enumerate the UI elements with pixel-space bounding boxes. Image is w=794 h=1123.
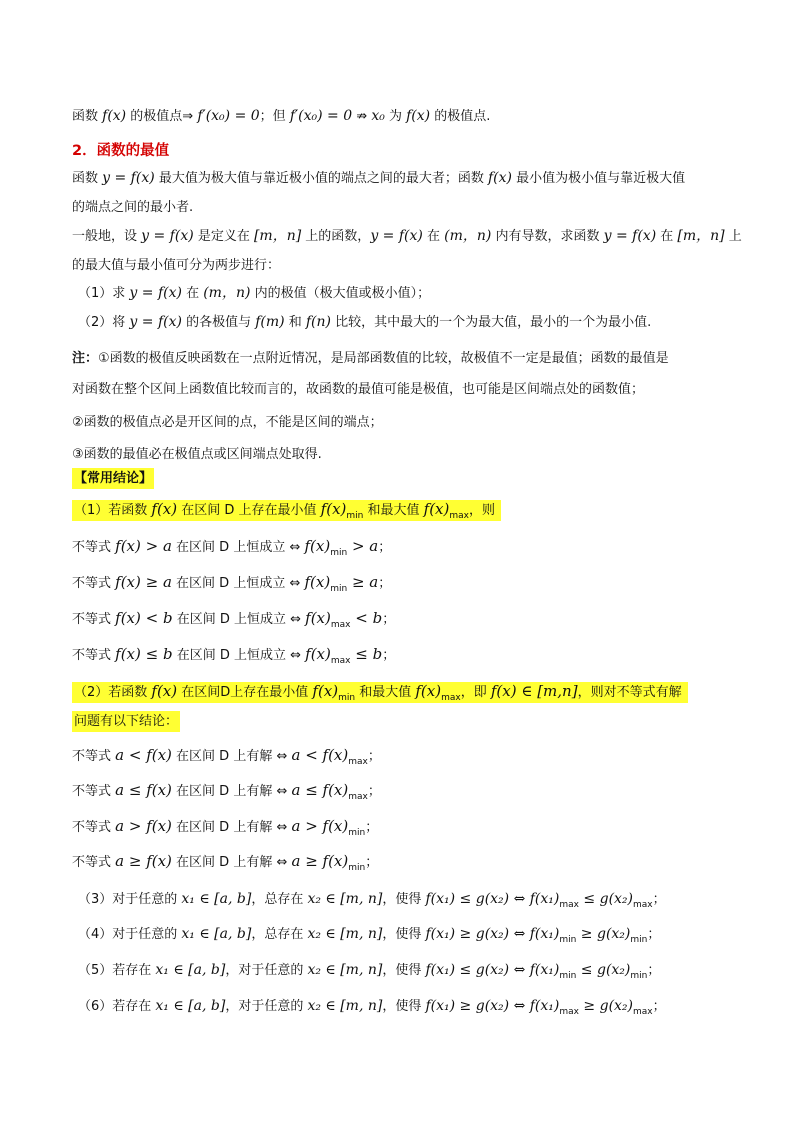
text: 最小值为极小值与靠近极大值: [511, 171, 686, 186]
section-title: 【常用结论】: [72, 468, 154, 489]
text: ，使得: [382, 927, 426, 942]
note-line: [72, 414, 383, 432]
subscript: min: [630, 935, 648, 945]
math: f(x) ≤ b: [115, 645, 173, 663]
math: a ≥ f(x): [115, 852, 172, 870]
text: 不等式: [72, 820, 116, 835]
paragraph-line: [72, 169, 685, 188]
math: ≤ b: [350, 645, 383, 663]
math: x₁ ∈ [a, b]: [155, 998, 226, 1014]
not-implies-symbol: ⇏: [352, 109, 372, 124]
inequality-line: [72, 573, 391, 594]
text: 不等式: [72, 749, 116, 764]
solvable-line: [72, 746, 381, 767]
step-1: [78, 284, 430, 303]
math: f(n): [305, 314, 331, 330]
math: a ≥ f(x): [291, 852, 349, 870]
math: x₀: [371, 108, 385, 124]
text: ；: [647, 963, 661, 978]
text: ；: [378, 540, 392, 555]
text: 问题有以下结论：: [72, 711, 180, 732]
math: [m，n]: [253, 228, 302, 244]
math: (m，n): [444, 228, 492, 244]
inequality-line: [72, 609, 395, 630]
text: （1）求: [78, 286, 130, 301]
math: f(x₁) ≥ g(x₂) ⇔ f(x₁): [425, 926, 560, 942]
solvable-line: [72, 817, 378, 838]
text: 在区间 D 上有解 ⇔: [171, 749, 292, 764]
math: f(x₁) ≤ g(x₂) ⇔ f(x₁): [425, 962, 560, 978]
text: ，使得: [382, 999, 426, 1014]
solvable-line: [72, 852, 378, 873]
text: 不等式: [72, 540, 116, 555]
text: 和: [284, 315, 306, 330]
note-line: [72, 446, 322, 464]
text: ；: [367, 784, 381, 799]
text: 在区间 D 上恒成立 ⇔: [172, 648, 306, 663]
subscript: max: [633, 1007, 653, 1017]
text: 不等式: [72, 784, 116, 799]
math: f(x): [406, 108, 431, 124]
math: a ≤ f(x): [115, 781, 172, 799]
math: ≥ g(x₂): [576, 926, 631, 942]
math: y = f(x): [370, 228, 423, 244]
paragraph-line: [72, 257, 280, 275]
text: ；: [652, 892, 666, 907]
math: ≤ g(x₂): [578, 891, 634, 907]
math: x₁ ∈ [a, b]: [155, 962, 226, 978]
math: y = f(x): [129, 314, 182, 330]
text: ；: [382, 648, 396, 663]
subscript: min: [338, 693, 356, 703]
math: y = f(x): [141, 228, 194, 244]
math: f(x) ≥ a: [115, 573, 172, 591]
subscript: max: [449, 511, 469, 521]
text: （2）若函数: [74, 685, 152, 700]
math: f′(x₀) = 0: [197, 108, 260, 124]
text: ；: [378, 576, 392, 591]
text: ；: [365, 855, 379, 870]
text: ，使得: [382, 892, 426, 907]
math: ≤ g(x₂): [576, 962, 631, 978]
math: x₁ ∈ [a, b]: [181, 926, 252, 942]
math: f(x): [304, 573, 331, 591]
math: (m，n): [203, 285, 251, 301]
text: ，总存在: [251, 892, 308, 907]
conclusion-6: [78, 997, 666, 1017]
subscript: min: [330, 584, 348, 594]
math: f(x): [151, 682, 178, 700]
text: 一般地，设: [72, 229, 142, 244]
conclusion-1: [72, 500, 501, 521]
text: 在区间 D 上有解 ⇔: [171, 820, 292, 835]
text: 比较，其中最大的一个为最大值，最小的一个为最小值.: [331, 315, 652, 330]
math: > a: [347, 537, 379, 555]
subscript: min: [348, 828, 366, 838]
math: f(x): [320, 500, 347, 518]
math: x₂ ∈ [m, n]: [307, 891, 383, 907]
text: 在区间D上存在最小值: [177, 685, 313, 700]
text: 不等式: [72, 576, 116, 591]
math: y = f(x): [129, 285, 182, 301]
subscript: min: [348, 863, 366, 873]
math: y = f(x): [102, 170, 155, 186]
note-line: [72, 350, 669, 368]
math: a ≤ f(x): [291, 781, 349, 799]
text: 的端点之间的最小者.: [72, 200, 194, 215]
conclusion-2-cont: [72, 713, 180, 731]
math: f(x): [423, 500, 450, 518]
conclusion-3: [78, 890, 666, 910]
math: f(x): [304, 537, 331, 555]
conclusion-4: [78, 925, 660, 945]
text: 为: [384, 109, 407, 124]
conclusion-heading: [72, 470, 154, 488]
math: f(x₁) ≥ g(x₂) ⇔ f(x₁): [425, 998, 560, 1014]
text: ③函数的最值必在极值点或区间端点处取得.: [72, 447, 322, 462]
text: 在区间 D 上存在最小值: [177, 503, 321, 518]
subscript: min: [346, 511, 364, 521]
text: ②函数的极值点必是开区间的点，不能是区间的端点；: [72, 415, 383, 430]
subscript: max: [633, 900, 653, 910]
subscript: max: [348, 792, 368, 802]
text: ，则对不等式有解: [577, 685, 682, 700]
text: 和最大值: [363, 503, 424, 518]
text: 是定义在: [193, 229, 254, 244]
math: f(x) ∈ [m,n]: [490, 682, 578, 700]
math: f(x): [305, 645, 331, 663]
conclusion-5: [78, 961, 660, 981]
text: 不等式: [72, 612, 116, 627]
math: < b: [350, 609, 383, 627]
math: f(x): [102, 108, 127, 124]
text: ，使得: [382, 963, 426, 978]
text: 的极值点⇒: [126, 109, 198, 124]
text: ；: [652, 999, 666, 1014]
section-heading: [72, 142, 169, 160]
text: （1）若函数: [74, 503, 152, 518]
math: f(x): [312, 682, 339, 700]
text: 和最大值: [355, 685, 416, 700]
section-title: 2．函数的最值: [72, 143, 170, 159]
text: ，对于任意的: [225, 999, 308, 1014]
subscript: max: [330, 656, 351, 666]
text: （2）将: [78, 315, 130, 330]
text: ；: [647, 927, 661, 942]
text: ；: [382, 612, 396, 627]
math: f(m): [255, 314, 285, 330]
math: a > f(x): [115, 817, 172, 835]
text: 在区间 D 上恒成立 ⇔: [172, 612, 306, 627]
text: （6）若存在: [78, 999, 156, 1014]
subscript: max: [330, 620, 351, 630]
step-2: [78, 313, 651, 332]
subscript: max: [441, 693, 461, 703]
math: f(x): [487, 170, 512, 186]
math: a < f(x): [291, 746, 349, 764]
text: 函数: [72, 171, 103, 186]
subscript: min: [559, 971, 577, 981]
text: 不等式: [72, 855, 116, 870]
text: 的最大值与最小值可分为两步进行：: [72, 258, 281, 273]
text: 在区间 D 上恒成立 ⇔: [171, 576, 305, 591]
paragraph-line: [72, 199, 193, 217]
math: y = f(x): [603, 228, 657, 244]
math: f(x) > a: [115, 537, 172, 555]
math: f(x₁) ≤ g(x₂) ⇔ f(x₁): [425, 891, 560, 907]
math: x₂ ∈ [m, n]: [307, 926, 383, 942]
text: ，则: [468, 503, 495, 518]
text: ，即: [460, 685, 491, 700]
inequality-line: [72, 537, 391, 558]
text: ；但: [259, 109, 290, 124]
text: （4）对于任意的: [78, 927, 182, 942]
math: a > f(x): [291, 817, 349, 835]
text: 内的极值（极大值或极小值）；: [250, 286, 431, 301]
inequality-line: [72, 645, 395, 666]
subscript: min: [330, 548, 348, 558]
math: f′(x₀) = 0: [289, 108, 353, 124]
extremum-note-line: [72, 107, 490, 126]
subscript: min: [559, 935, 577, 945]
text: ；: [367, 749, 381, 764]
text: 在: [181, 286, 204, 301]
text: 不等式: [72, 648, 116, 663]
text: ；: [365, 820, 379, 835]
text: 上的函数，: [301, 229, 371, 244]
text: 内有导数，求函数: [491, 229, 604, 244]
math: a < f(x): [115, 746, 172, 764]
text: 最大值为极大值与靠近极小值的端点之间的最大者；函数: [154, 171, 488, 186]
text: 在区间 D 上有解 ⇔: [171, 855, 292, 870]
subscript: max: [348, 757, 368, 767]
subscript: max: [559, 900, 579, 910]
text: ①函数的极值反映函数在一点附近情况，是局部函数值的比较，故极值不一定是最值；函数的最值是: [98, 351, 669, 366]
subscript: min: [630, 971, 648, 981]
math: f(x): [415, 682, 442, 700]
text: 在区间 D 上恒成立 ⇔: [171, 540, 305, 555]
math: x₁ ∈ [a, b]: [181, 891, 252, 907]
conclusion-2: [72, 682, 688, 703]
text: ，总存在: [251, 927, 308, 942]
text: 上: [724, 229, 742, 244]
solvable-line: [72, 781, 381, 802]
math: [m，n]: [677, 228, 725, 244]
text: （3）对于任意的: [78, 892, 182, 907]
math: f(x): [151, 500, 178, 518]
text: 的各极值与: [181, 315, 256, 330]
math: ≥ g(x₂): [578, 998, 634, 1014]
text: （5）若存在: [78, 963, 156, 978]
text: 函数: [72, 109, 103, 124]
note-line: [72, 381, 644, 399]
note-label: 注：: [72, 351, 99, 366]
text: ，对于任意的: [225, 963, 308, 978]
subscript: max: [559, 1007, 579, 1017]
text: 在: [422, 229, 445, 244]
text: 对函数在整个区间上函数值比较而言的，故函数的最值可能是极值，也可能是区间端点处的函数值；: [72, 382, 645, 397]
math: f(x) < b: [115, 609, 173, 627]
text: 的极值点.: [430, 109, 491, 124]
text: 在: [656, 229, 678, 244]
math: x₂ ∈ [m, n]: [307, 998, 383, 1014]
math: x₂ ∈ [m, n]: [307, 962, 383, 978]
text: 在区间 D 上有解 ⇔: [171, 784, 292, 799]
math: f(x): [305, 609, 331, 627]
paragraph-line: [72, 227, 742, 246]
math: ≥ a: [347, 573, 379, 591]
